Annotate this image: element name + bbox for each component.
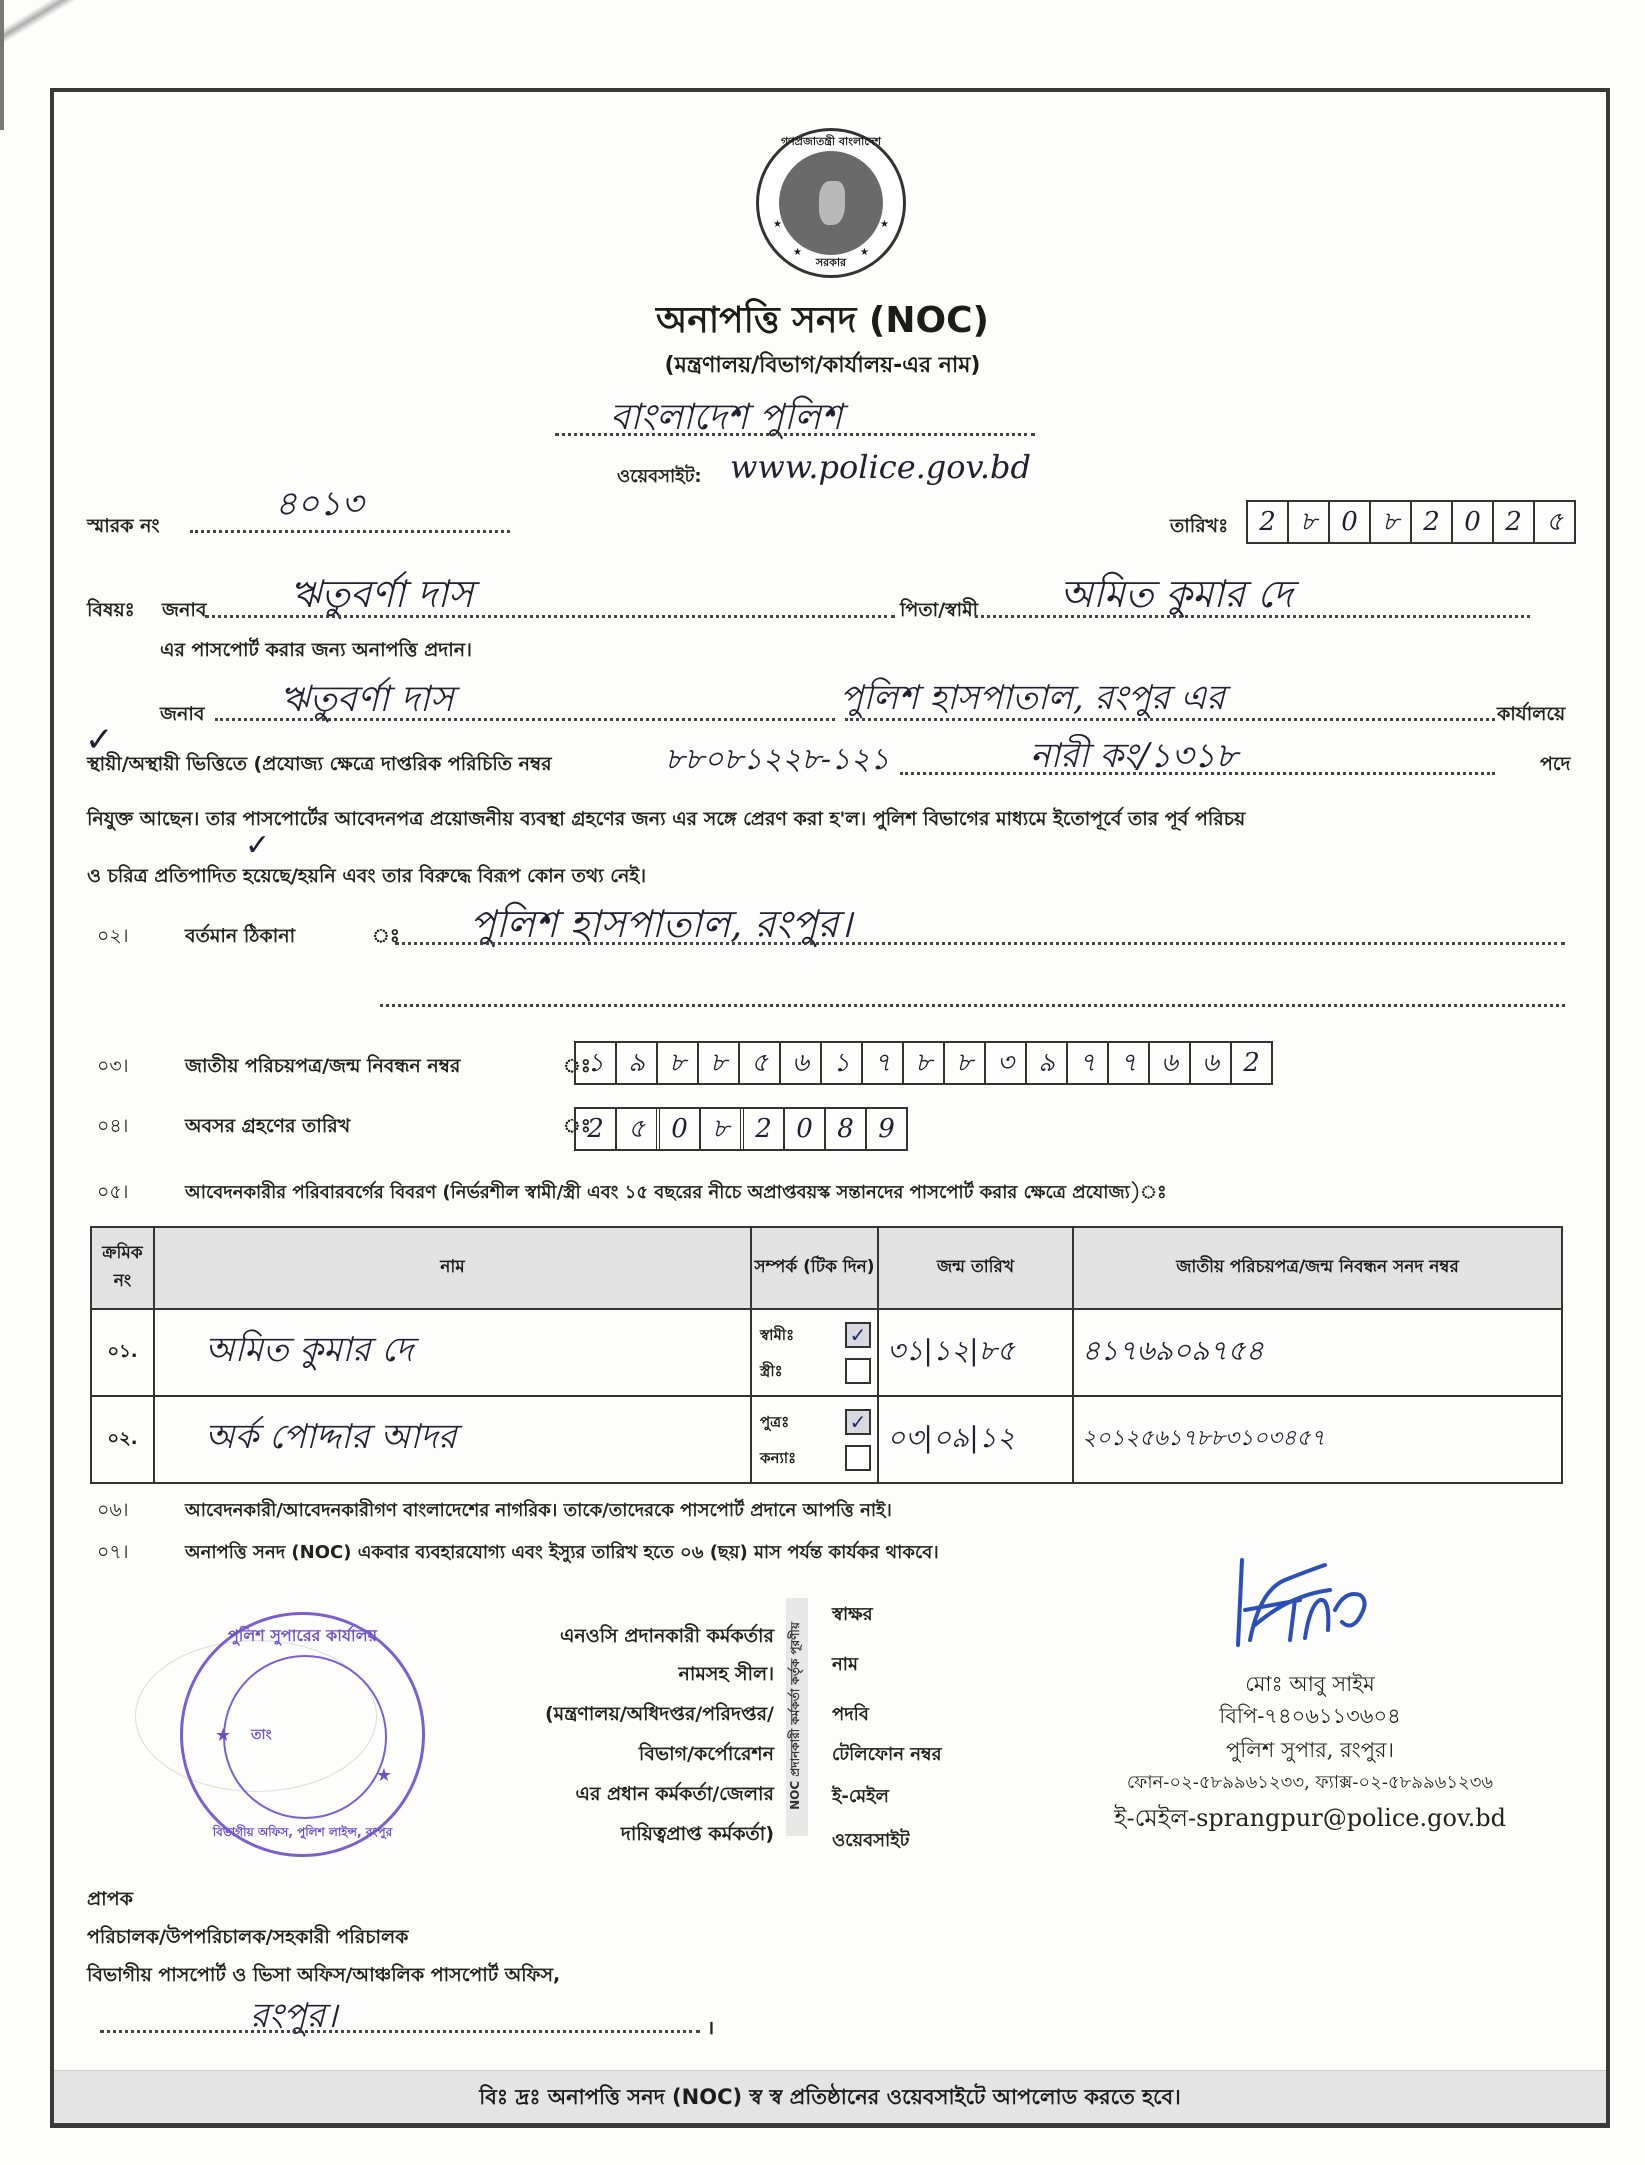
header-dob: জন্ম তারিখ	[878, 1227, 1073, 1309]
father-name: অমিত কুমার দে	[1060, 572, 1293, 616]
retirement-label: অবসর গ্রহণের তারিখ	[185, 1115, 351, 1137]
issuer-left-line-2: নামসহ সীল।	[678, 1663, 774, 1685]
item-07-number: ০৭।	[97, 1541, 129, 1563]
digit-box: 0	[660, 1109, 701, 1149]
digit-box: ৯	[617, 1043, 658, 1083]
star-icon: ★	[375, 1765, 392, 1786]
row-dob: ৩১|১২|৮৫	[878, 1309, 1073, 1396]
row-nid: ৪১৭৬৯০৯৭৫৪	[1073, 1309, 1562, 1396]
issuer-left-line-5: এর প্রধান কর্মকর্তা/জেলার	[575, 1783, 774, 1805]
official-id: ৮৮০৮১২২৮-১২১	[665, 742, 890, 777]
father-label: পিতা/স্বামী	[900, 599, 979, 621]
subject-label: বিষয়ঃ	[87, 599, 135, 621]
header-serial: ক্রমিক নং	[91, 1227, 154, 1309]
memo-dotted-line	[190, 530, 510, 533]
checkmark-icon: ✓	[85, 720, 114, 760]
field-telephone: টেলিফোন নম্বর	[832, 1744, 942, 1765]
map-icon	[819, 181, 845, 225]
officer-phone: ফোন-০২-৫৮৯৯৬১২৩৩, ফ্যাক্স-০২-৫৮৯৯৬১২৩৬	[1126, 1772, 1494, 1793]
digit-box: ৮	[1289, 502, 1330, 542]
table-row	[91, 1309, 1562, 1396]
ministry-name: বাংলাদেশ পুলিশ	[610, 397, 843, 438]
digit-box: ৯	[1027, 1043, 1068, 1083]
issue-date-boxes	[1246, 500, 1576, 544]
ministry-dotted-line	[555, 433, 1035, 436]
emblem-bottom-text: সরকার	[815, 256, 847, 269]
address-dotted-line	[395, 942, 1565, 945]
paragraph-line-2: ও চরিত্র প্রতিপাদিত হয়েছে/হয়নি এবং তার বিরুদ্ধে বিরূপ কোন তথ্য নেই।	[87, 865, 647, 887]
table-header-row	[91, 1227, 1562, 1309]
relation-checkbox-checked[interactable]: ✓	[845, 1409, 871, 1435]
field-website: ওয়েবসাইট	[832, 1830, 910, 1851]
digit-box: ৩	[986, 1043, 1027, 1083]
digit-box: 2	[576, 1109, 617, 1149]
relation-option-wife	[760, 1353, 871, 1389]
government-emblem	[756, 128, 906, 278]
relation-option-husband	[760, 1317, 871, 1353]
document-subtitle: (মন্ত্রণালয়/বিভাগ/কার্যালয়-এর নাম)	[664, 353, 981, 378]
digit-box: ৮	[945, 1043, 986, 1083]
issuer-left-line-4: বিভাগ/কর্পোরেশন	[638, 1743, 774, 1765]
emblem-top-text: গণপ্রজাতন্ত্রী বাংলাদেশ	[780, 135, 882, 148]
post-suffix: পদে	[1540, 753, 1571, 775]
relation-label: স্ত্রীঃ	[760, 1361, 783, 1380]
address-label: বর্তমান ঠিকানা	[185, 925, 296, 947]
digit-box: ৫	[740, 1043, 781, 1083]
body-name: ঋতুবর্ণা দাস	[280, 679, 454, 720]
relation-label: পুত্রঃ	[760, 1412, 790, 1431]
issuer-left-line-3: (মন্ত্রণালয়/অধিদপ্তর/পরিদপ্তর/	[544, 1703, 774, 1725]
row-dob: ০৩|০৯|১২	[878, 1396, 1073, 1483]
officer-bp-number: বিপি-৭৪০৬১১৩৬০৪	[1219, 1704, 1401, 1728]
office-suffix: কার্যালয়ে	[1497, 703, 1566, 725]
digit-box: 2	[1494, 502, 1535, 542]
table-row	[91, 1396, 1562, 1483]
address-colon: ঃ	[372, 925, 400, 947]
field-designation: পদবি	[832, 1704, 869, 1725]
digit-box: 8	[826, 1109, 867, 1149]
declaration-07: অনাপত্তি সনদ (NOC) একবার ব্যবহারযোগ্য এবং ইস্যুর তারিখ হতে ০৬ (ছয়) মাস পর্যন্ত কার্যকর থাকবে।	[185, 1542, 939, 1563]
digit-box: ৮	[904, 1043, 945, 1083]
nid-colon: ঃ	[563, 1055, 591, 1077]
officer-designation: পুলিশ সুপার, রংপুর।	[1225, 1738, 1395, 1762]
digit-box: ১	[576, 1043, 617, 1083]
checkmark-icon: ✓	[245, 828, 271, 863]
digit-box: ৮	[699, 1043, 740, 1083]
mr-label: জনাব	[162, 599, 207, 621]
relation-checkbox-checked[interactable]: ✓	[845, 1322, 871, 1348]
field-name: নাম	[832, 1654, 858, 1675]
memo-label: স্মারক নং	[87, 515, 160, 537]
officer-email[interactable]: ই-মেইল-sprangpur@police.gov.bd	[1113, 1804, 1507, 1832]
date-label: তারিখঃ	[1170, 515, 1229, 537]
retirement-date-boxes	[574, 1107, 908, 1151]
relation-checkbox[interactable]	[845, 1445, 871, 1471]
recipient-end: ।	[707, 2017, 715, 2039]
digit-box: ৮	[658, 1043, 699, 1083]
family-label: আবেদনকারীর পরিবারবর্গের বিবরণ (নির্ভরশীল স্বামী/স্ত্রী এবং ১৫ বছরের নীচে অপ্রাপ্তবয়স্ক সন্তানদের পাসপোর্ট করার ক্ষেত্রে প্রযোজ্য)ঃ	[185, 1182, 1167, 1203]
applicant-name: ঋতুবর্ণা দাস	[290, 572, 474, 616]
row-nid: ২০১২৫৬১৭৮৮৩১০৩৪৫৭	[1073, 1396, 1562, 1483]
header-nid: জাতীয় পরিচয়পত্র/জন্ম নিবন্ধন সনদ নম্বর	[1073, 1227, 1562, 1309]
digit-box: ৭	[1068, 1043, 1109, 1083]
issuer-left-line-1: এনওসি প্রদানকারী কর্মকর্তার	[559, 1625, 774, 1647]
item-05-number: ০৫।	[97, 1181, 129, 1203]
item-06-number: ০৬।	[97, 1499, 129, 1521]
paragraph-line-1: নিযুক্ত আছেন। তার পাসপোর্টের আবেদনপত্র প্রয়োজনীয় ব্যবস্থা গ্রহণের জন্য এর সঙ্গে প্রেরণ করা হ'ল। পুলিশ বিভাগের মাধ্যমে ইতোপূর্বে তার পূর্ব পরিচয়	[87, 808, 1246, 830]
relation-label: স্বামীঃ	[760, 1325, 795, 1344]
digit-box: 2	[1412, 502, 1453, 542]
declaration-06: আবেদনকারী/আবেদনকারীগণ বাংলাদেশের নাগরিক। তাকে/তাদেরকে পাসপোর্ট প্রদানে আপত্তি নাই।	[185, 1500, 892, 1521]
recipient-dotted-line	[100, 2030, 700, 2033]
digit-box: ৮	[1371, 502, 1412, 542]
digit-box: 0	[785, 1109, 826, 1149]
item-02-number: ০২।	[97, 925, 129, 947]
paper-fold-shadow	[0, 0, 238, 68]
item-03-number: ০৩।	[97, 1055, 129, 1077]
row-name: অর্ক পোদ্দার আদর	[154, 1396, 751, 1483]
digit-box: 2	[1243, 1048, 1260, 1078]
digit-box: ৭	[863, 1043, 904, 1083]
digit-box: 9	[878, 1114, 895, 1144]
star-icon: ★	[793, 247, 802, 258]
website-value: www.police.gov.bd	[730, 448, 1031, 486]
name-dotted-line	[205, 615, 895, 618]
star-icon: ★	[215, 1725, 232, 1746]
digit-box: 2	[744, 1109, 785, 1149]
website-label: ওয়েবসাইট:	[617, 466, 702, 487]
seal-top-text: পুলিশ সুপারের কার্যালয়	[227, 1626, 378, 1645]
post-value: নারী কং/১৩১৮	[1030, 736, 1238, 776]
body-mr-label: জনাব	[160, 703, 205, 725]
relation-option-daughter	[760, 1440, 871, 1476]
recipient-city: রংপুর।	[250, 1996, 338, 2036]
item-04-number: ০৪।	[97, 1115, 129, 1137]
header-name: নাম	[154, 1227, 751, 1309]
field-email: ই-মেইল	[832, 1786, 889, 1807]
document-title: অনাপত্তি সনদ (NOC)	[656, 300, 989, 341]
recipient-line-2: বিভাগীয় পাসপোর্ট ও ভিসা অফিস/আঞ্চলিক পাসপোর্ট অফিস,	[87, 1964, 561, 1986]
row-relation	[751, 1396, 878, 1483]
row-serial: ০২.	[91, 1396, 154, 1483]
relation-label: কন্যাঃ	[760, 1448, 797, 1467]
seal-date-prefix: তাং	[251, 1727, 272, 1743]
office-dotted-line	[845, 718, 1495, 721]
digit-box: 0	[1453, 502, 1494, 542]
digit-box: 2	[1248, 502, 1289, 542]
row-name: অমিত কুমার দে	[154, 1309, 751, 1396]
family-table	[90, 1226, 1563, 1484]
relation-option-son	[760, 1404, 871, 1440]
retirement-colon: ঃ	[563, 1115, 591, 1137]
father-dotted-line	[975, 615, 1530, 618]
issuer-left-line-6: দায়িত্বপ্রাপ্ত কর্মকর্তা)	[620, 1823, 774, 1845]
issuer-vertical-label-box	[786, 1598, 808, 1836]
officer-name: মোঃ আবু সাইম	[1245, 1672, 1375, 1696]
body-name-dotted-line	[215, 718, 835, 721]
star-icon: ★	[880, 219, 889, 230]
basis-text: স্থায়ী/অস্থায়ী ভিত্তিতে (প্রযোজ্য ক্ষেত্রে দাপ্তরিক পরিচিতি নম্বর	[87, 753, 552, 775]
officer-signature	[1230, 1550, 1380, 1660]
footer-note: বিঃ দ্রঃ অনাপত্তি সনদ (NOC) স্ব স্ব প্রতিষ্ঠানের ওয়েবসাইটে আপলোড করতে হবে।	[54, 2070, 1606, 2123]
recipient-line-1: পরিচালক/উপপরিচালক/সহকারী পরিচালক	[87, 1926, 409, 1948]
purpose-text: এর পাসপোর্ট করার জন্য অনাপত্তি প্রদান।	[160, 639, 472, 661]
address-value: পুলিশ হাসপাতাল, রংপুর।	[470, 902, 852, 946]
field-signature: স্বাক্ষর	[832, 1604, 873, 1625]
digit-box: ৫	[617, 1109, 660, 1149]
star-icon: ★	[860, 247, 869, 258]
row-serial: ০১.	[91, 1309, 154, 1396]
recipient-label: প্রাপক	[87, 1888, 133, 1910]
nid-label: জাতীয় পরিচয়পত্র/জন্ম নিবন্ধন নম্বর	[185, 1055, 461, 1077]
post-dotted-line	[900, 772, 1495, 775]
digit-box: ৬	[1150, 1043, 1191, 1083]
seal-bottom-text: বিভাগীয় অফিস, পুলিশ লাইন্স, রংপুর	[212, 1825, 393, 1839]
digit-box: ৮	[701, 1109, 744, 1149]
digit-box: ৫	[1546, 507, 1563, 537]
memo-number: ৪০১৩	[275, 484, 364, 524]
nid-digit-boxes	[574, 1041, 1273, 1085]
issuer-vertical-label: NOC প্রদানকারী কর্মকর্তা কর্তৃক পূরণীয়	[788, 1622, 802, 1810]
digit-box: ৭	[1109, 1043, 1150, 1083]
digit-box: ৬	[1191, 1043, 1232, 1083]
header-relation: সম্পর্ক (টিক দিন)	[751, 1227, 878, 1309]
seal-inner-ring	[223, 1655, 387, 1819]
digit-box: ৬	[781, 1043, 822, 1083]
digit-box: 0	[1330, 502, 1371, 542]
paper-edge	[0, 0, 4, 130]
address-dotted-line-2	[380, 1004, 1565, 1007]
office-name: পুলিশ হাসপাতাল, রংপুর এর	[840, 678, 1225, 718]
row-relation	[751, 1309, 878, 1396]
digit-box: ১	[822, 1043, 863, 1083]
office-seal	[180, 1612, 425, 1857]
star-icon: ★	[773, 219, 782, 230]
relation-checkbox[interactable]	[845, 1358, 871, 1384]
emblem-center	[779, 151, 883, 255]
